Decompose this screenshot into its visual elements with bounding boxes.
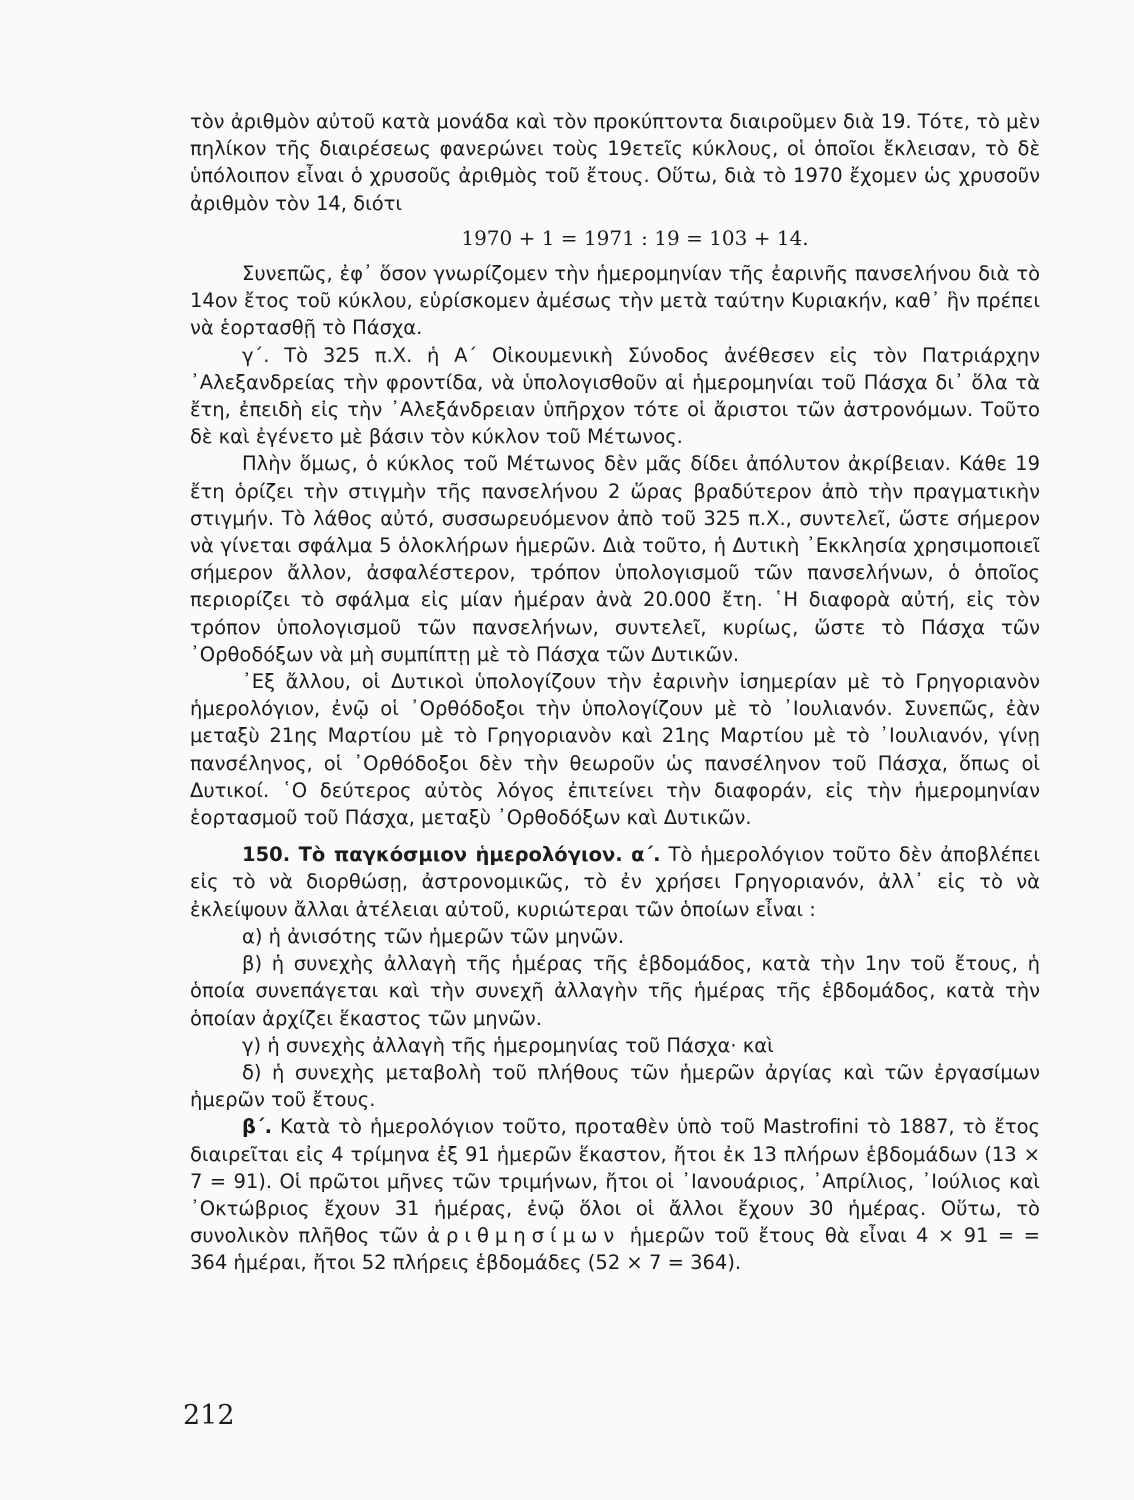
list-item-c: γ) ἡ συνεχὴς ἀλλαγὴ τῆς ἡμερομηνίας τοῦ Πάσχα· καὶ [242, 1033, 774, 1057]
body-text [190, 108, 1040, 1277]
paragraph-1: τὸν ἀριθμὸν αὐτοῦ κατὰ μονάδα καὶ τὸν προκύπτοντα διαιροῦμεν διὰ 19. Τότε, τὸ μὲν πηλίκον τῆς διαιρέσεως φανερώνει τοὺς 19ετεῖς κύκλους, οἱ ὁποῖοι ἔκλεισαν, τὸ δὲ ὑπόλοιπον εἶναι ὁ χρυσοῦς ἀριθμὸς τοῦ ἔτους. Οὕτω, διὰ τὸ 1970 ἔχομεν ὡς χρυσοῦν ἀριθμὸν τὸν 14, διότι [190, 110, 1040, 215]
paragraph-7-label: β΄. [242, 1115, 272, 1139]
paragraph-7-part1: Κατὰ τὸ ἡμερολόγιον τοῦτο, προταθὲν ὑπὸ τοῦ Mastrofini τὸ 1887, τὸ ἔτος διαιρεῖται εἰς 4 τρίμηνα ἐξ 91 ἡμερῶν ἕκαστον, ἤτοι ἐκ 13 πλήρων ἑβδομάδων (13 × 7 = 91). Οἱ πρῶτοι μῆνες τῶν τριμήνων, ἤτοι οἱ ᾿Ιανουάριος, ᾿Απρίλιος, ᾿Ιούλιος καὶ ᾿Οκτώβριος ἔχουν 31 ἡμέρας, ἐνῷ ὅλοι οἱ ἄλλοι ἔχουν 30 ἡμέρας. Οὕτω, τὸ συνολικὸν πλῆθος τῶν [190, 1115, 1040, 1248]
list-item-a: α) ἡ ἀνισότης τῶν ἡμερῶν τῶν μηνῶν. [242, 924, 625, 948]
section-150-text: Τὸ ἡμερολόγιον τοῦτο δὲν ἀποβλέπει εἰς τὸ νὰ διορθώσῃ, ἀστρονομικῶς, τὸ ἐν χρήσει Γρηγοριανόν, ἀλλ᾽ εἰς τὸ νὰ ἐκλείψουν ἄλλαι ἀτέλειαι αὐτοῦ, κυριώτεραι τῶν ὁποίων εἶναι : [190, 843, 1041, 921]
paragraph-7 [190, 1113, 1040, 1276]
list-item-d: δ) ἡ συνεχὴς μεταβολὴ τοῦ πλήθους τῶν ἡμερῶν ἀργίας καὶ τῶν ἐργασίμων ἡμερῶν τοῦ ἔτους. [190, 1060, 1040, 1112]
paragraph-2: Συνεπῶς, ἐφ᾽ ὅσον γνωρίζομεν τὴν ἡμερομηνίαν τῆς ἐαρινῆς πανσελήνου διὰ τὸ 14ον ἔτος τοῦ κύκλου, εὑρίσκομεν ἀμέσως τὴν μετὰ ταύτην Κυριακήν, καθ᾽ ἣν πρέπει νὰ ἑορτασθῇ τὸ Πάσχα. [190, 262, 1040, 340]
spaced-word: ἀριθμησίμων [427, 1224, 621, 1248]
golden-number-formula: 1970 + 1 = 1971 : 19 = 103 + 14. [461, 225, 809, 250]
paragraph-4: Πλὴν ὅμως, ὁ κύκλος τοῦ Μέτωνος δὲν μᾶς δίδει ἀπόλυτον ἀκρίβειαν. Κάθε 19 ἔτη ὁρίζει τὴν στιγμὴν τῆς πανσελήνου 2 ὥρας βραδύτερον ἀπὸ τὴν πραγματικὴν στιγμήν. Τὸ λάθος αὐτό, συσσωρευόμενον ἀπὸ τοῦ 325 π.Χ., συντελεῖ, ὥστε σήμερον νὰ γίνεται σφάλμα 5 ὁλοκλήρων ἡμερῶν. Διὰ τοῦτο, ἡ Δυτικὴ ᾿Εκκλησία χρησιμοποιεῖ σήμερον ἄλλον, ἀσφαλέστερον, τρόπον ὑπολογισμοῦ τῶν πανσελήνων, ὁ ὁποῖος περιορίζει τὸ σφάλμα εἰς μίαν ἡμέραν ἀνὰ 20.000 ἔτη. ῾Η διαφορὰ αὐτή, εἰς τὸν τρόπον ὑπολογισμοῦ τῶν πανσελήνων, συντελεῖ, κυρίως, ὥστε τὸ Πάσχα τῶν ᾿Ορθοδόξων νὰ μὴ συμπίπτῃ μὲ τὸ Πάσχα τῶν Δυτικῶν. [190, 452, 1040, 666]
paragraph-3: γ΄. Τὸ 325 π.Χ. ἡ Α΄ Οἰκουμενικὴ Σύνοδος ἀνέθεσεν εἰς τὸν Πατριάρχην ᾿Αλεξανδρείας τὴν φροντίδα, νὰ ὑπολογισθοῦν αἱ ἡμερομηνίαι τοῦ Πάσχα δι᾽ ὅλα τὰ ἔτη, ἐπειδὴ εἰς τὴν ᾿Αλεξάνδρειαν ὑπῆρχον τότε οἱ ἄριστοι τῶν ἀστρονόμων. Τοῦτο δὲ καὶ ἐγένετο μὲ βάσιν τὸν κύκλον τοῦ Μέτωνος. [190, 343, 1040, 449]
section-heading: 150. Τὸ παγκόσμιον ἡμερολόγιον. α΄. [242, 843, 661, 867]
section-150 [190, 841, 1040, 923]
page-number: 212 [183, 1400, 235, 1431]
paragraph-7-part2: ἡμερῶν τοῦ ἔτους θὰ εἶναι 4 × 91 = = 364 ἡμέραι, ἤτοι 52 πλήρεις ἑβδομάδες (52 × 7 = 364). [190, 1224, 1040, 1275]
list-item-b: β) ἡ συνεχὴς ἀλλαγὴ τῆς ἡμέρας τῆς ἑβδομάδος, κατὰ τὴν 1ην τοῦ ἔτους, ἡ ὁποία συνεπάγεται καὶ τὴν συνεχῆ ἀλλαγὴν τῆς ἡμέρας τῆς ἑβδομάδος, κατὰ τὴν ὁποίαν ἀρχίζει ἕκαστος τῶν μηνῶν. [190, 952, 1040, 1030]
paragraph-5: ᾿Εξ ἄλλου, οἱ Δυτικοὶ ὑπολογίζουν τὴν ἐαρινὴν ἰσημερίαν μὲ τὸ Γρηγοριανὸν ἡμερολόγιον, ἐνῷ οἱ ᾿Ορθόδοξοι τὴν ὑπολογίζουν μὲ τὸ ᾿Ιουλιανόν. Συνεπῶς, ἐὰν μεταξὺ 21ης Μαρτίου μὲ τὸ Γρηγοριανὸν καὶ 21ης Μαρτίου μὲ τὸ ᾿Ιουλιανόν, γίνῃ πανσέληνος, οἱ ᾿Ορθόδοξοι δὲν τὴν θεωροῦν ὡς πανσέληνον τοῦ Πάσχα, ὅπως οἱ Δυτικοί. ῾Ο δεύτερος αὐτὸς λόγος ἐπιτείνει τὴν διαφοράν, εἰς τὴν ἡμερομηνίαν ἑορτασμοῦ τοῦ Πάσχα, μεταξὺ ᾿Ορθοδόξων καὶ Δυτικῶν. [190, 670, 1040, 830]
